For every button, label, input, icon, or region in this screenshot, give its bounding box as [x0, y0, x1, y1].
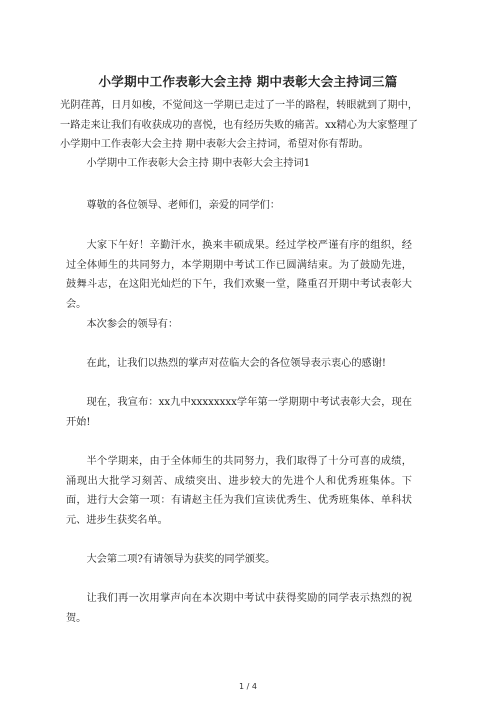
- congrats-paragraph: 让我们再一次用掌声向在本次期中考试中获得奖励的同学表示热烈的祝贺。: [66, 593, 412, 624]
- awards-paragraph: 半个学期来，由于全体师生的共同努力，我们取得了十分可喜的成绩，涌现出大批学习刻苦、成绩突出、进步较大的先进个人和优秀班集体。下面，进行大会第一项：有请赵主任为我们宣读优秀生、优秀班集体、单科状元、进步生获奖名单。: [66, 456, 412, 526]
- announce-paragraph: 现在，我宣布：xx九中xxxxxxxx学年第一学期期中考试表彰大会，现在开始!: [66, 397, 412, 428]
- item-two-paragraph: 大会第二项?有请领导为获奖的同学颁奖。: [86, 554, 276, 565]
- section-heading: 小学期中工作表彰大会主持 期中表彰大会主持词1: [86, 158, 311, 169]
- leaders-paragraph: 本次参会的领导有：: [86, 319, 179, 330]
- thanks-paragraph: 在此，让我们以热烈的掌声对莅临大会的各位领导表示衷心的感谢!: [86, 358, 387, 369]
- opening-paragraph: 大家下午好！辛勤汗水，换来丰硕成果。经过学校严谨有序的组织，经过全体师生的共同努力，本学期期中考试工作已圆满结束。为了鼓励先进，鼓舞斗志，在这阳光灿烂的下午，我们欢聚一堂，隆重召开期中考试表彰大会。: [66, 240, 412, 310]
- page-number: 1 / 4: [239, 682, 257, 691]
- greeting-paragraph: 尊敬的各位领导、老师们，亲爱的同学们：: [86, 200, 281, 211]
- document-title: 小学期中工作表彰大会主持 期中表彰大会主持词三篇: [98, 74, 398, 89]
- intro-paragraph: 光阴荏苒，日月如梭，不觉间这一学期已走过了一半的路程，转眼就到了期中，一路走来让我们有收获成功的喜悦，也有经历失败的痛苦。xx精心为大家整理了小学期中工作表彰大会主持 期中表彰大会主持词，希望对你有帮助。: [60, 100, 418, 150]
